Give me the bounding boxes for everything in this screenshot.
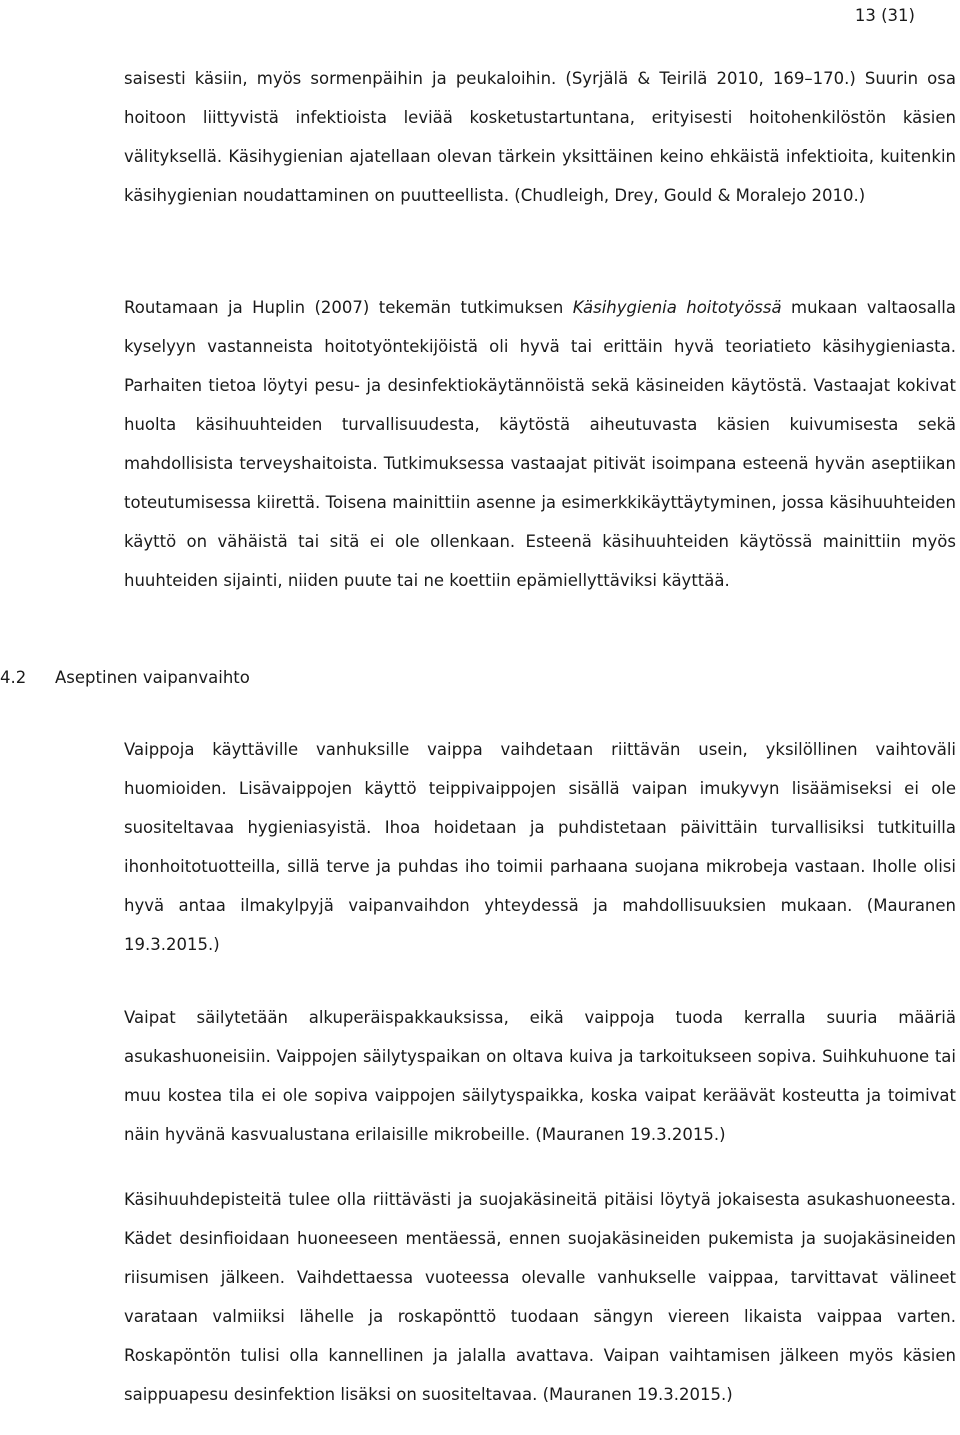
paragraph-text: Routamaan ja Huplin (2007) tekemän tutkimuksen bbox=[124, 298, 573, 317]
paragraph-routamaa-study bbox=[124, 288, 956, 600]
section-heading bbox=[0, 658, 250, 697]
page-number: 13 (31) bbox=[854, 6, 915, 25]
section-title: Aseptinen vaipanvaihto bbox=[55, 668, 250, 687]
paragraph-diaper-change: Vaippoja käyttäville vanhuksille vaippa vaihdetaan riittävän usein, yksilöllinen vaihtoväli huomioiden. Lisävaippojen käyttö teippivaippojen sisällä vaipan imukyvyn lisäämiseksi ei ole suositeltavaa hygieniasyistä. Ihoa hoidetaan ja puhdistetaan päivittäin turvallisiksi tutkituilla ihonhoitotuotteilla, sillä terve ja puhdas iho toimii parhaana suojana mikrobeja vastaan. Iholle olisi hyvä antaa ilmakylpyjä vaipanvaihdon yhteydessä ja mahdollisuuksien mukaan. (Mauranen 19.3.2015.) bbox=[124, 740, 956, 954]
paragraph-text: mukaan valtaosalla kyselyyn vastanneista hoitotyöntekijöistä oli hyvä tai erittäin hyvä teoriatieto käsihygieniasta. Parhaiten tietoa löytyi pesu- ja desinfektiokäytännöistä sekä käsineiden käytöstä. Vastaajat kokivat huolta käsihuuhteiden turvallisuudesta, käytöstä aiheutuvasta käsien kuivumisesta sekä mahdollisista terveyshaitoista. Tutkimuksessa vastaajat pitivät isoimpana esteenä hyvän aseptiikan toteutumisessa kiirettä. Toisena mainittiin asenne ja esimerkkikäyttäytyminen, jossa käsihuuhteiden käyttö on vähäistä tai sitä ei ole ollenkaan. Esteenä käsihuuhteiden käytössä mainittiin myös huuhteiden sijainti, niiden puute tai ne koettiin epämiellyttäviksi käyttää. bbox=[124, 298, 956, 590]
paragraph-hand-hygiene-intro: saisesti käsiin, myös sormenpäihin ja peukaloihin. (Syrjälä & Teirilä 2010, 169–170.) Suurin osa hoitoon liittyvistä infektioista leviää kosketustartuntana, erityisesti hoitohenkilöstön käsien välityksellä. Käsihygienian ajatellaan olevan tärkein yksittäinen keino ehkäistä infektioita, kuitenkin käsihygienian noudattaminen on puutteellista. (Chudleigh, Drey, Gould & Moralejo 2010.) bbox=[124, 69, 956, 205]
paragraph-diaper-storage: Vaipat säilytetään alkuperäispakkauksissa, eikä vaippoja tuoda kerralla suuria määriä asukashuoneisiin. Vaippojen säilytyspaikan on oltava kuiva ja tarkoitukseen sopiva. Suihkuhuone tai muu kostea tila ei ole sopiva vaippojen säilytyspaikka, koska vaipat keräävät kosteutta ja toimivat näin hyvänä kasvualustana erilaisille mikrobeille. (Mauranen 19.3.2015.) bbox=[124, 1008, 956, 1144]
study-title-italic: Käsihygienia hoitotyössä bbox=[572, 298, 782, 317]
section-number: 4.2 bbox=[0, 668, 27, 687]
paragraph-hand-sanitizer: Käsihuuhdepisteitä tulee olla riittävästi ja suojakäsineitä pitäisi löytyä jokaisesta asukashuoneesta. Kädet desinfioidaan huoneeseen mentäessä, ennen suojakäsineiden pukemista ja suojakäsineiden riisumisen jälkeen. Vaihdettaessa vuoteessa olevalle vanhukselle vaippaa, tarvittavat välineet varataan valmiiksi lähelle ja roskapönttö tuodaan sängyn viereen likaista vaippaa varten. Roskapöntön tulisi olla kannellinen ja jalalla avattava. Vaipan vaihtamisen jälkeen myös käsien saippuapesu desinfektion lisäksi on suositeltavaa. (Mauranen 19.3.2015.) bbox=[124, 1190, 956, 1404]
